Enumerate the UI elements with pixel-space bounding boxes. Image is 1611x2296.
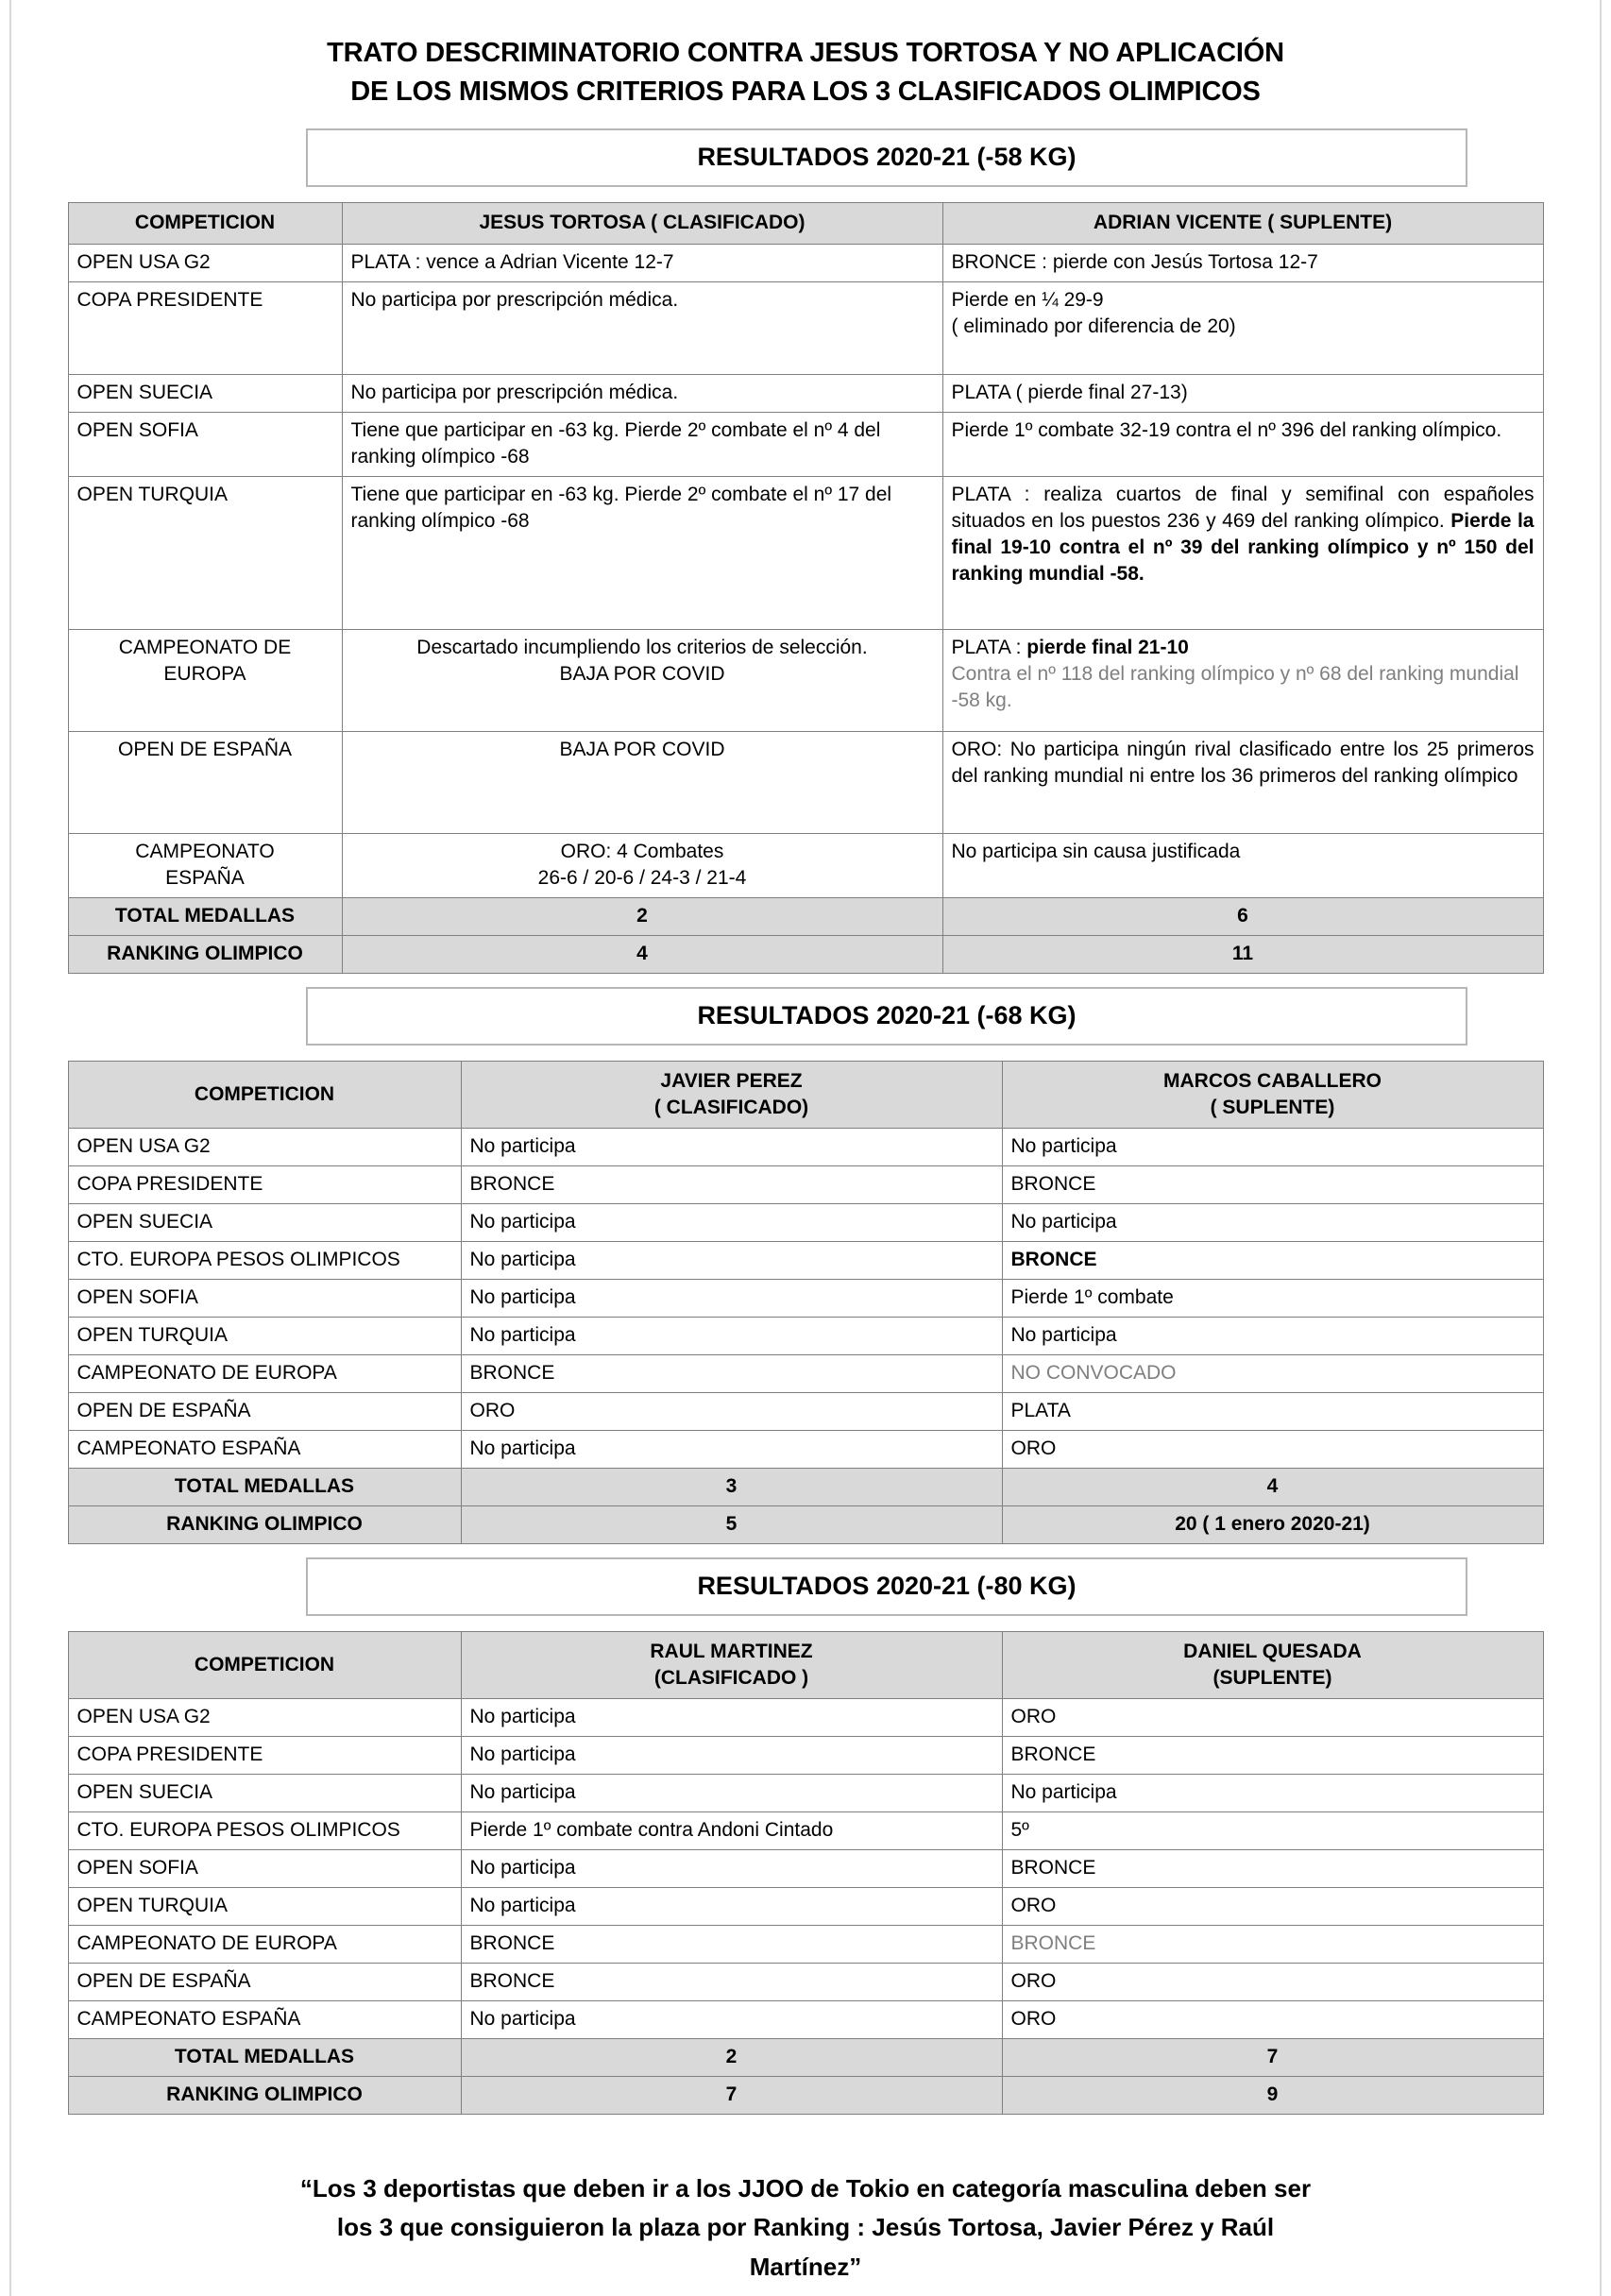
cell-competition: CAMPEONATO ESPAÑA: [68, 2000, 461, 2038]
cell-substitute: ORO: [1002, 1888, 1543, 1926]
cell-athlete: No participa: [461, 2000, 1002, 2038]
table-row: [68, 1129, 1543, 1166]
table-row: [68, 1355, 1543, 1393]
cell-substitute: Pierde 1º combate: [1002, 1280, 1543, 1318]
cell-substitute: BRONCE : pierde con Jesús Tortosa 12-7: [942, 245, 1543, 282]
page-title: [192, 34, 1419, 111]
cell-competition: OPEN DE ESPAÑA: [68, 1963, 461, 2000]
total-substitute-value: 4: [1002, 1468, 1543, 1505]
cell-substitute: BRONCE: [1002, 1850, 1543, 1888]
total-label: TOTAL MEDALLAS: [68, 897, 342, 935]
substitute-line-2: ( eliminado por diferencia de 20): [951, 315, 1236, 338]
cell-athlete: No participa: [461, 1699, 1002, 1737]
table-row: [68, 1963, 1543, 2000]
footer-quote: [225, 2169, 1386, 2287]
table-row: [68, 476, 1543, 629]
cell-competition: OPEN USA G2: [68, 245, 342, 282]
table-row: [68, 1812, 1543, 1850]
cell-substitute: BRONCE: [1002, 1166, 1543, 1204]
table-row: [68, 1775, 1543, 1812]
table-row: [68, 1737, 1543, 1775]
table-row: [68, 1280, 1543, 1318]
cell-competition: [68, 629, 342, 731]
substitute-medal-bold: pierde final 21-10: [1026, 636, 1189, 658]
cell-competition: OPEN SOFIA: [68, 413, 342, 477]
cell-competition: OPEN USA G2: [68, 1699, 461, 1737]
cell-athlete: Tiene que participar en -63 kg. Pierde 2º combate el nº 4 del ranking olímpico -68: [342, 413, 942, 477]
cell-substitute: ORO: [1002, 1430, 1543, 1468]
table-row: [68, 245, 1543, 282]
cell-athlete: No participa: [461, 1242, 1002, 1280]
column-header-athlete: JESUS TORTOSA ( CLASIFICADO): [342, 203, 942, 245]
substitute-detail: Contra el nº 118 del ranking olímpico y nº 68 del ranking mundial -58 kg.: [951, 662, 1519, 711]
column-header-competition: COMPETICION: [68, 203, 342, 245]
substitute-medal-line: [952, 635, 1535, 661]
column-header-substitute-line-1: DANIEL QUESADA: [1183, 1640, 1362, 1662]
column-header-substitute: ADRIAN VICENTE ( SUPLENTE): [942, 203, 1543, 245]
cell-athlete: No participa: [461, 1280, 1002, 1318]
competition-line-1: CAMPEONATO DE: [118, 636, 292, 658]
cell-athlete: No participa: [461, 1129, 1002, 1166]
total-label: TOTAL MEDALLAS: [68, 2038, 461, 2076]
cell-competition: OPEN SUECIA: [68, 1775, 461, 1812]
table-header-row: [68, 203, 1543, 245]
column-header-athlete-line-2: (CLASIFICADO ): [653, 1666, 809, 1689]
column-header-competition: COMPETICION: [68, 1631, 461, 1699]
table-total-row: [68, 1468, 1543, 1505]
cell-athlete: No participa: [461, 1775, 1002, 1812]
cell-athlete: No participa: [461, 1850, 1002, 1888]
page-edge-rule-right: [1600, 0, 1602, 2296]
cell-substitute: ORO: No participa ningún rival clasificado entre los 25 primeros del ranking mundial ni entre los 36 primeros del ranking olímpico: [942, 731, 1543, 833]
substitute-text-normal: PLATA : realiza cuartos de final y semifinal con españoles situados en los puestos 236 y 469 del ranking olímpico.: [951, 483, 1535, 532]
cell-substitute: Pierde 1º combate 32-19 contra el nº 396 del ranking olímpico.: [942, 413, 1543, 477]
column-header-substitute-line-2: (SUPLENTE): [1212, 1666, 1332, 1689]
ranking-athlete-value: 7: [461, 2076, 1002, 2114]
total-substitute-value: 7: [1002, 2038, 1543, 2076]
cell-substitute: BRONCE: [1002, 1737, 1543, 1775]
cell-athlete: [342, 629, 942, 731]
cell-athlete: No participa: [461, 1737, 1002, 1775]
cell-substitute: 5º: [1002, 1812, 1543, 1850]
cell-athlete: No participa por prescripción médica.: [342, 282, 942, 375]
column-header-athlete-line-1: JAVIER PEREZ: [660, 1069, 803, 1092]
page-title-line-2: DE LOS MISMOS CRITERIOS PARA LOS 3 CLASIFICADOS OLIMPICOS: [350, 77, 1261, 108]
column-header-substitute-line-1: MARCOS CABALLERO: [1163, 1069, 1382, 1092]
ranking-label: RANKING OLIMPICO: [68, 1505, 461, 1543]
table-row: [68, 1699, 1543, 1737]
cell-substitute: NO CONVOCADO: [1002, 1355, 1543, 1393]
column-header-substitute: [1002, 1631, 1543, 1699]
results-table-68kg: [68, 1061, 1544, 1544]
table-total-row: [68, 897, 1543, 935]
total-athlete-value: 3: [461, 1468, 1002, 1505]
cell-athlete: No participa por prescripción médica.: [342, 375, 942, 413]
cell-competition: OPEN TURQUIA: [68, 476, 342, 629]
cell-substitute: [942, 282, 1543, 375]
cell-competition: OPEN USA G2: [68, 1129, 461, 1166]
table-row: [68, 1318, 1543, 1355]
cell-competition: OPEN DE ESPAÑA: [68, 1392, 461, 1430]
table-row: [68, 1166, 1543, 1204]
cell-competition: COPA PRESIDENTE: [68, 282, 342, 375]
cell-substitute: ORO: [1002, 1699, 1543, 1737]
cell-athlete: BRONCE: [461, 1926, 1002, 1964]
cell-substitute: ORO: [1002, 2000, 1543, 2038]
table-row: [68, 1850, 1543, 1888]
ranking-athlete-value: 4: [342, 935, 942, 973]
table-ranking-row: [68, 2076, 1543, 2114]
cell-substitute: PLATA: [1002, 1392, 1543, 1430]
total-substitute-value: 6: [942, 897, 1543, 935]
table-row: [68, 1242, 1543, 1280]
column-header-athlete-line-1: RAUL MARTINEZ: [650, 1640, 813, 1662]
cell-athlete: [342, 833, 942, 897]
cell-athlete: Pierde 1º combate contra Andoni Cintado: [461, 1812, 1002, 1850]
total-athlete-value: 2: [461, 2038, 1002, 2076]
cell-athlete: No participa: [461, 1430, 1002, 1468]
cell-athlete: No participa: [461, 1888, 1002, 1926]
cell-competition: OPEN SUECIA: [68, 1204, 461, 1242]
cell-competition: COPA PRESIDENTE: [68, 1166, 461, 1204]
athlete-line-2: BAJA POR COVID: [559, 662, 725, 685]
section-band-80kg: RESULTADOS 2020-21 (-80 KG): [306, 1557, 1467, 1616]
cell-athlete: BRONCE: [461, 1166, 1002, 1204]
athlete-line-1: Descartado incumpliendo los criterios de selección.: [416, 636, 868, 658]
column-header-competition: COMPETICION: [68, 1061, 461, 1129]
cell-substitute: No participa: [1002, 1318, 1543, 1355]
column-header-substitute-line-2: ( SUPLENTE): [1210, 1096, 1335, 1118]
footer-quote-line-1: “Los 3 deportistas que deben ir a los JJOO de Tokio en categoría masculina deben ser: [299, 2173, 1312, 2202]
cell-substitute: No participa sin causa justificada: [942, 833, 1543, 897]
page-title-line-1: TRATO DESCRIMINATORIO CONTRA JESUS TORTOSA Y NO APLICACIÓN: [327, 38, 1284, 68]
table-row: [68, 1204, 1543, 1242]
results-table-80kg: [68, 1631, 1544, 2115]
cell-competition: OPEN SOFIA: [68, 1850, 461, 1888]
cell-competition: OPEN SUECIA: [68, 375, 342, 413]
table-row: [68, 629, 1543, 731]
cell-competition: CTO. EUROPA PESOS OLIMPICOS: [68, 1812, 461, 1850]
cell-substitute: [942, 629, 1543, 731]
table-header-row: [68, 1061, 1543, 1129]
cell-substitute: [942, 476, 1543, 629]
total-athlete-value: 2: [342, 897, 942, 935]
column-header-substitute: [1002, 1061, 1543, 1129]
ranking-substitute-value: 9: [1002, 2076, 1543, 2114]
total-label: TOTAL MEDALLAS: [68, 1468, 461, 1505]
page-edge-rule-left: [9, 0, 11, 2296]
column-header-athlete-line-2: ( CLASIFICADO): [653, 1096, 809, 1118]
ranking-substitute-value: 11: [942, 935, 1543, 973]
table-row: [68, 282, 1543, 375]
ranking-label: RANKING OLIMPICO: [68, 935, 342, 973]
cell-competition: CAMPEONATO DE EUROPA: [68, 1355, 461, 1393]
cell-athlete: No participa: [461, 1318, 1002, 1355]
cell-competition: CAMPEONATO ESPAÑA: [68, 1430, 461, 1468]
competition-line-2: ESPAÑA: [165, 866, 245, 889]
section-band-68kg: RESULTADOS 2020-21 (-68 KG): [306, 987, 1467, 1046]
cell-competition: OPEN TURQUIA: [68, 1888, 461, 1926]
results-table-58kg: [68, 202, 1544, 973]
ranking-athlete-value: 5: [461, 1505, 1002, 1543]
table-header-row: [68, 1631, 1543, 1699]
cell-athlete: BAJA POR COVID: [342, 731, 942, 833]
footer-quote-line-2: los 3 que consiguieron la plaza por Ranking : Jesús Tortosa, Javier Pérez y Raúl: [336, 2213, 1275, 2242]
competition-line-2: EUROPA: [163, 662, 246, 685]
cell-substitute: ORO: [1002, 1963, 1543, 2000]
ranking-label: RANKING OLIMPICO: [68, 2076, 461, 2114]
cell-athlete: BRONCE: [461, 1963, 1002, 2000]
cell-athlete: BRONCE: [461, 1355, 1002, 1393]
cell-athlete: No participa: [461, 1204, 1002, 1242]
cell-athlete: ORO: [461, 1392, 1002, 1430]
competition-line-1: CAMPEONATO: [135, 840, 275, 862]
athlete-line-1: ORO: 4 Combates: [560, 840, 724, 862]
substitute-line-1: Pierde en ¼ 29-9: [951, 289, 1104, 312]
footer-quote-line-3: Martínez”: [749, 2252, 862, 2281]
table-ranking-row: [68, 935, 1543, 973]
table-row: [68, 1926, 1543, 1964]
table-row: [68, 1430, 1543, 1468]
cell-substitute: BRONCE: [1002, 1242, 1543, 1280]
table-row: [68, 375, 1543, 413]
table-row: [68, 1392, 1543, 1430]
table-ranking-row: [68, 1505, 1543, 1543]
table-row: [68, 1888, 1543, 1926]
athlete-line-2: 26-6 / 20-6 / 24-3 / 21-4: [537, 866, 747, 889]
column-header-athlete: [461, 1631, 1002, 1699]
cell-athlete: PLATA : vence a Adrian Vicente 12-7: [342, 245, 942, 282]
cell-athlete: Tiene que participar en -63 kg. Pierde 2º combate el nº 17 del ranking olímpico -68: [342, 476, 942, 629]
cell-competition: OPEN DE ESPAÑA: [68, 731, 342, 833]
substitute-medal-prefix: PLATA :: [951, 636, 1027, 658]
table-row: [68, 413, 1543, 477]
cell-substitute: BRONCE: [1002, 1926, 1543, 1964]
cell-competition: [68, 833, 342, 897]
cell-competition: OPEN TURQUIA: [68, 1318, 461, 1355]
column-header-athlete: [461, 1061, 1002, 1129]
table-total-row: [68, 2038, 1543, 2076]
table-row: [68, 2000, 1543, 2038]
cell-substitute: No participa: [1002, 1204, 1543, 1242]
cell-competition: OPEN SOFIA: [68, 1280, 461, 1318]
cell-competition: CTO. EUROPA PESOS OLIMPICOS: [68, 1242, 461, 1280]
table-row: [68, 731, 1543, 833]
cell-substitute: PLATA ( pierde final 27-13): [942, 375, 1543, 413]
substitute-text-bold: Pierde la final 19-10 contra el nº 39 del ranking olímpico y nº 150 del ranking mundial -58.: [951, 509, 1535, 585]
cell-substitute: No participa: [1002, 1775, 1543, 1812]
cell-competition: COPA PRESIDENTE: [68, 1737, 461, 1775]
cell-competition: CAMPEONATO DE EUROPA: [68, 1926, 461, 1964]
cell-substitute: No participa: [1002, 1129, 1543, 1166]
table-row: [68, 833, 1543, 897]
ranking-substitute-value: 20 ( 1 enero 2020-21): [1002, 1505, 1543, 1543]
section-band-58kg: RESULTADOS 2020-21 (-58 KG): [306, 128, 1467, 187]
